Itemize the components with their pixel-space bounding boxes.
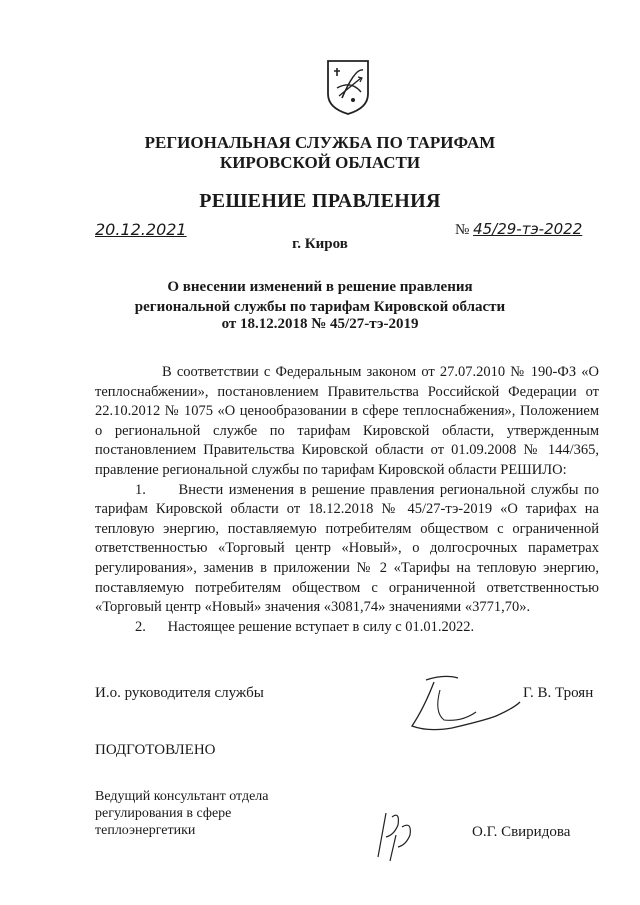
- number-value: 45/29-тэ-2022: [473, 220, 583, 238]
- subject-line2: региональной службы по тарифам Кировской области: [134, 299, 506, 315]
- preparer-name: О.Г. Свиридова: [472, 824, 571, 840]
- signer-role: И.о. руководителя службы: [95, 685, 264, 701]
- item-1-text: Внести изменения в решение правления региональной службы по тарифам Кировской области от 18.12.2018 № 45/27-тэ-2019 «О тарифах на тепловую энергию, поставляемую потребителям обществом с ограниченной ответственностью «Торговый центр «Новый», о долгосрочных параметрах регулирования», заменив в приложении № 2 «Тарифы на тепловую энергию, поставляемую потребителям обществом с ограниченной ответственностью «Торговый центр «Новый» значения «3081,74» значениями «3771,70».: [95, 481, 599, 616]
- item-2: [95, 618, 599, 638]
- subject-line3: от 18.12.2018 № 45/27-тэ-2019: [221, 316, 419, 332]
- org-name-line2: КИРОВСКОЙ ОБЛАСТИ: [219, 153, 421, 172]
- subject-line1: О внесении изменений в решение правления: [167, 279, 473, 295]
- preamble-paragraph: В соответствии с Федеральным законом от 27.07.2010 № 190-ФЗ «О теплоснабжении», постановлением Правительства Российской Федерации от 22.10.2012 № 1075 «О ценообразовании в сфере теплоснабжения», Положением о региональной службе по тарифам Кировской области, утвержденным постановлением Правительства Кировской области от 01.09.2008 № 144/365, правление региональной службы по тарифам Кировской области РЕШИЛО:: [95, 364, 599, 478]
- number-prefix: №: [455, 222, 470, 238]
- item-2-text: Настоящее решение вступает в силу с 01.01.2022.: [167, 618, 475, 635]
- city: г. Киров: [292, 236, 348, 252]
- coat-of-arms-icon: [325, 58, 371, 116]
- document-date: 20.12.2021: [95, 220, 187, 239]
- item-1-number: 1.: [135, 481, 146, 498]
- signature-1: [404, 668, 524, 748]
- document-title: РЕШЕНИЕ ПРАВЛЕНИЯ: [199, 190, 441, 212]
- preparer-role-line3: теплоэнергетики: [95, 823, 196, 838]
- preparer-role-line1: Ведущий консультант отдела: [95, 789, 269, 804]
- preparer-role-line2: регулирования в сфере: [95, 806, 232, 821]
- item-2-number: 2.: [135, 618, 146, 635]
- signature-2: [372, 805, 422, 865]
- preparer-role: [95, 788, 269, 839]
- org-name-line1: РЕГИОНАЛЬНАЯ СЛУЖБА ПО ТАРИФАМ: [144, 133, 496, 152]
- item-1: [95, 481, 599, 618]
- prepared-label: ПОДГОТОВЛЕНО: [95, 742, 216, 758]
- document-body: [95, 363, 599, 637]
- signer-name: Г. В. Троян: [523, 685, 594, 701]
